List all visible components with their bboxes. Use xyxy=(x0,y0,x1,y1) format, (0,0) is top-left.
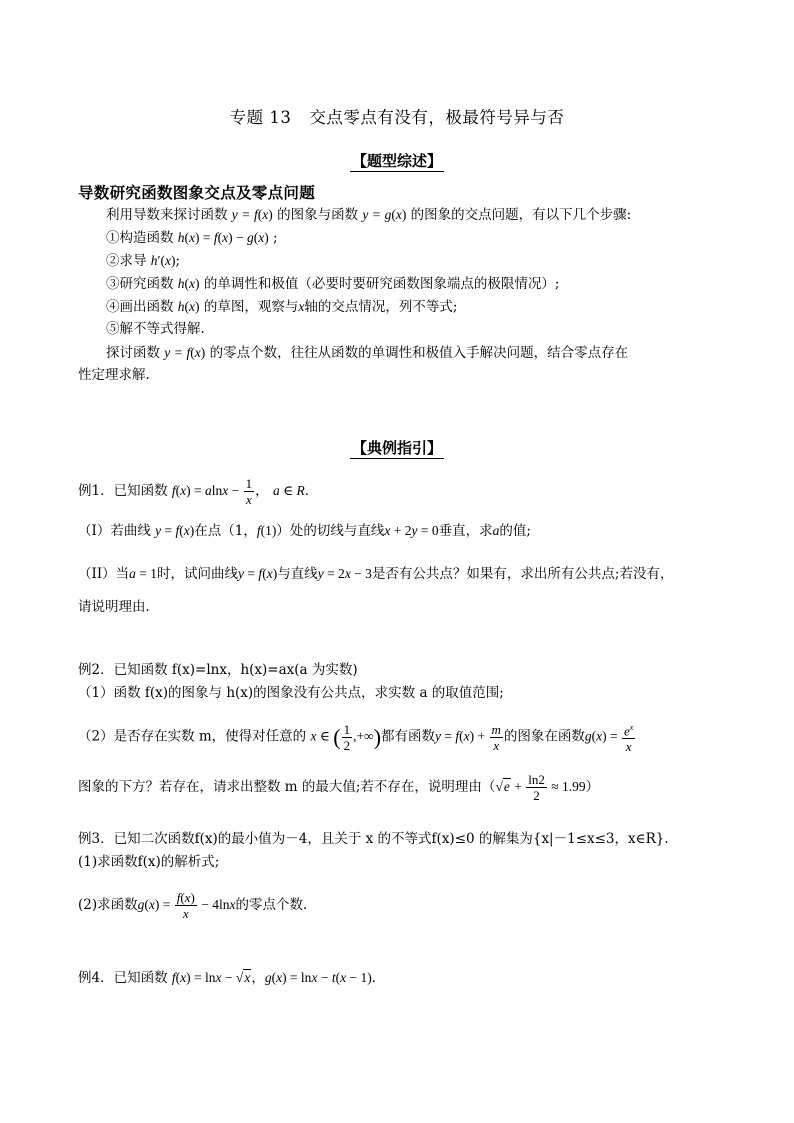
section-overview: 【题型综述】 xyxy=(351,152,442,170)
overview-closing: 探讨函数 y = f(x) 的零点个数，往往从函数的单调性和极值入手解决问题，结合零点存在 xyxy=(106,345,629,361)
example-1: 例1．已知函数 f(x) = alnx − $\frac{1}{x}$ ， a ∈ R． xyxy=(78,476,319,507)
overview-step2: ②求导 h′(x); xyxy=(106,253,181,269)
example-1-part-1: （I）若曲线 y = f(x)在点（1，f(1)）处的切线与直线x + 2y = 0垂直，求a的值; xyxy=(78,523,531,539)
example-2-part-2-cont: 图象的下方？若存在，请求出整数 m 的最大值;若不存在，说明理由（√e + $\frac{\ln 2}{2}$ ≈ 1.99） xyxy=(78,772,600,803)
example-1-part-2-cont: 请说明理由． xyxy=(78,599,159,615)
title-text: 交点零点有没有，极最符号异与否 xyxy=(309,108,565,127)
example-3-part-1: (1)求函数f(x)的解析式; xyxy=(78,854,220,870)
example-1-part-2: （II）当a = 1时，试问曲线y = f(x)与直线y = 2x − 3是否有公共点？如果有，求出所有公共点;若没有， xyxy=(78,566,674,582)
overview-intro: 利用导数来探讨函数 y = f(x) 的图象与函数 y = g(x) 的图象的交点问题，有以下几个步骤: xyxy=(106,207,632,223)
overview-step4: ④画出函数 h(x) 的草图，观察与x轴的交点情况，列不等式; xyxy=(106,299,458,315)
example-2-part-2: （2）是否存在实数 m，使得对任意的 x ∈ ( $\frac{1}{2}$ ,+∞)都有函数y = f(x) + $\frac{m}{x}$ 的图象在函数g(x) = $\frac{e^x}{x}$ xyxy=(78,721,634,755)
section-examples: 【典例指引】 xyxy=(351,439,442,457)
example-2-part-1: （1）函数 f(x)的图象与 h(x)的图象没有公共点，求实数 a 的取值范围; xyxy=(78,685,504,701)
example-3: 例3．已知二次函数f(x)的最小值为－4，且关于 x 的不等式f(x)≤0 的解集为{x|－1≤x≤3，x∈R}． xyxy=(78,831,678,847)
example-2: 例2．已知函数 f(x)=lnx，h(x)=ax(a 为实数) xyxy=(78,662,358,678)
overview-heading: 导数研究函数图象交点及零点问题 xyxy=(78,183,316,202)
overview-step1: ①构造函数 h(x) = f(x) − g(x) ; xyxy=(106,230,278,246)
title-number: 专题 13 xyxy=(229,108,292,127)
overview-step3: ③研究函数 h(x) 的单调性和极值（必要时要研究函数图象端点的极限情况）; xyxy=(106,276,560,292)
overview-step5: ⑤解不等式得解. xyxy=(106,321,205,337)
page-title xyxy=(0,104,794,128)
example-3-part-2: (2)求函数g(x) = $\frac{f(x)}{x}$ − 4lnx的零点个数． xyxy=(78,890,317,921)
example-4: 例4．已知函数 f(x) = lnx − √x，g(x) = lnx − t(x − 1)． xyxy=(78,970,386,986)
overview-closing-2: 性定理求解. xyxy=(78,367,150,383)
